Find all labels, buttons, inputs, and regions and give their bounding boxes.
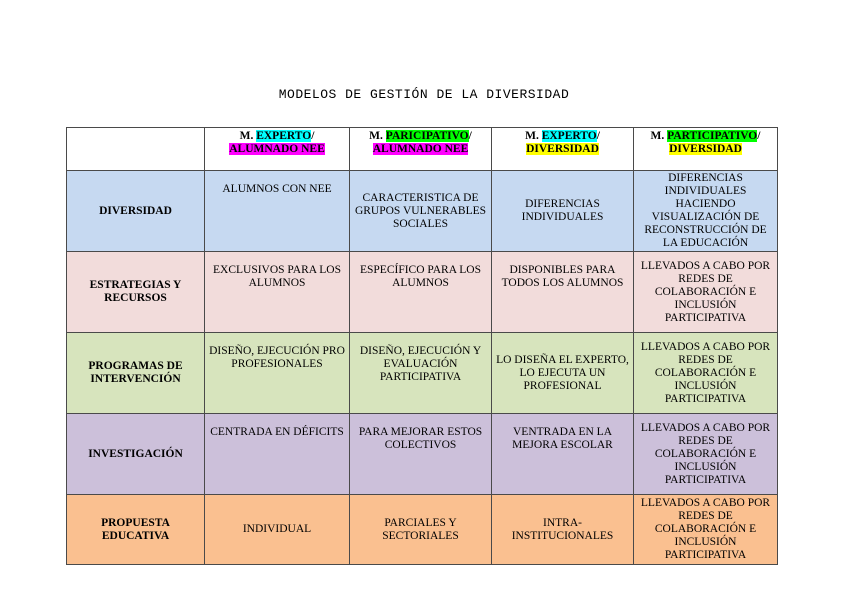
table-cell: LLEVADOS A CABO POR REDES DE COLABORACIÓN E INCLUSIÓN PARTICIPATIVA — [634, 333, 778, 414]
header-cell-participativo-nee — [350, 128, 492, 171]
page-title: MODELOS DE GESTIÓN DE LA DIVERSIDAD — [278, 87, 570, 102]
header-model: PARICIPATIVO — [385, 130, 469, 142]
table-row — [67, 495, 778, 565]
header-target: DIVERSIDAD — [669, 143, 742, 155]
table-cell: LLEVADOS A CABO POR REDES DE COLABORACIÓN E INCLUSIÓN PARTICIPATIVA — [634, 252, 778, 333]
row-label: ESTRATEGIAS Y RECURSOS — [67, 252, 205, 333]
diversity-models-table — [66, 127, 778, 565]
table-cell: VENTRADA EN LA MEJORA ESCOLAR — [492, 414, 634, 495]
row-label: PROGRAMAS DE INTERVENCIÓN — [67, 333, 205, 414]
table-cell: DISEÑO, EJECUCIÓN PRO PROFESIONALES — [205, 333, 350, 414]
table-cell: INTRA-INSTITUCIONALES — [492, 495, 634, 565]
table-cell: DISEÑO, EJECUCIÓN Y EVALUACIÓN PARTICIPATIVA — [350, 333, 492, 414]
header-slash: / — [311, 130, 315, 142]
table-cell: EXCLUSIVOS PARA LOS ALUMNOS — [205, 252, 350, 333]
header-model: PARTICIPATIVO — [667, 130, 758, 142]
table-row — [67, 333, 778, 414]
header-slash: / — [468, 130, 472, 142]
header-cell-participativo-diversidad — [634, 128, 778, 171]
table-row — [67, 414, 778, 495]
header-cell-experto-nee — [205, 128, 350, 171]
header-corner-cell — [67, 128, 205, 171]
row-label: PROPUESTA EDUCATIVA — [67, 495, 205, 565]
table-header-row — [67, 128, 778, 171]
table-cell: INDIVIDUAL — [205, 495, 350, 565]
table-cell: CENTRADA EN DÉFICITS — [205, 414, 350, 495]
header-model: EXPERTO — [256, 130, 312, 142]
table-cell: CARACTERISTICA DE GRUPOS VULNERABLES SOCIALES — [350, 171, 492, 252]
table-row — [67, 171, 778, 252]
row-label: DIVERSIDAD — [67, 171, 205, 252]
header-prefix: M. — [239, 130, 257, 142]
table-cell: PARA MEJORAR ESTOS COLECTIVOS — [350, 414, 492, 495]
table-cell: LO DISEÑA EL EXPERTO, LO EJECUTA UN PROFESIONAL — [492, 333, 634, 414]
header-target: ALUMNADO NEE — [229, 143, 325, 155]
header-cell-experto-diversidad — [492, 128, 634, 171]
header-model: EXPERTO — [541, 130, 597, 142]
table-row — [67, 252, 778, 333]
header-slash: / — [596, 130, 600, 142]
table-cell: DIFERENCIAS INDIVIDUALES HACIENDO VISUALIZACIÓN DE RECONSTRUCCIÓN DE LA EDUCACIÓN — [634, 171, 778, 252]
table-cell: PARCIALES Y SECTORIALES — [350, 495, 492, 565]
row-label: INVESTIGACIÓN — [67, 414, 205, 495]
table-cell: LLEVADOS A CABO POR REDES DE COLABORACIÓN E INCLUSIÓN PARTICIPATIVA — [634, 495, 778, 565]
table-cell: LLEVADOS A CABO POR REDES DE COLABORACIÓN E INCLUSIÓN PARTICIPATIVA — [634, 414, 778, 495]
table-cell: ESPECÍFICO PARA LOS ALUMNOS — [350, 252, 492, 333]
header-prefix: M. — [525, 130, 542, 142]
header-prefix: M. — [369, 130, 386, 142]
header-slash: / — [757, 130, 761, 142]
table-cell: DISPONIBLES PARA TODOS LOS ALUMNOS — [492, 252, 634, 333]
header-target: ALUMNADO NEE — [372, 143, 469, 155]
table-cell: DIFERENCIAS INDIVIDUALES — [492, 171, 634, 252]
header-prefix: M. — [650, 130, 668, 142]
table-cell: ALUMNOS CON NEE — [205, 171, 350, 252]
header-target: DIVERSIDAD — [526, 143, 599, 155]
